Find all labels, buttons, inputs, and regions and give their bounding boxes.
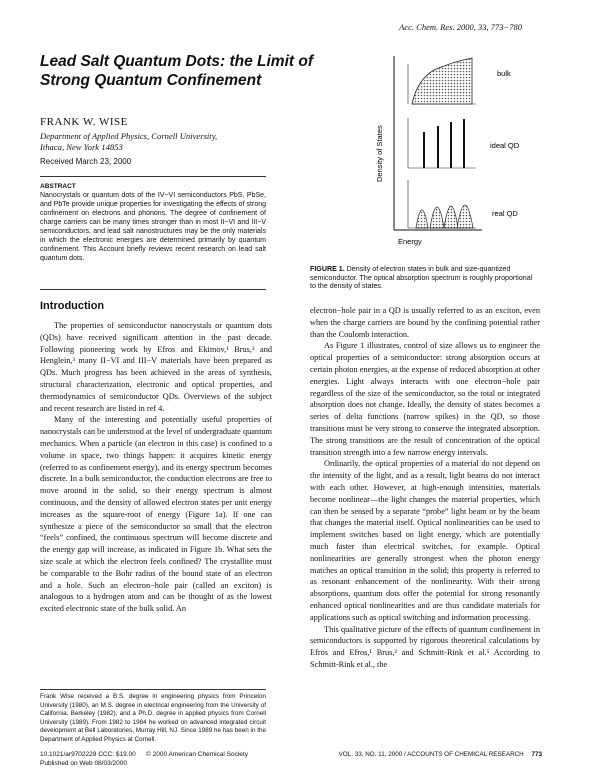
abstract-text: Nanocrystals or quantum dots of the IV−VI semiconductors PbS, PbSe, and PbTe provide unique properties for investigating the effects of strong confinement on electrons and phonons. The degree of confinement of charge carriers can be many times stronger than in most II−VI and III−V semiconductors, and lead salt nanostructures may be the only materials in which the electronic energies are determined primarily by quantum confinement. This Account briefly reviews recent research on lead salt quantum dots. (40, 192, 266, 263)
footnote-rule (40, 689, 266, 690)
body-column-right (310, 305, 540, 671)
broadened-peak (416, 210, 428, 228)
author-name: FRANK W. WISE (40, 116, 128, 128)
abstract-top-rule (40, 176, 266, 177)
figure-1-density-of-states (372, 52, 542, 250)
paragraph: The properties of semiconductor nanocrystals or quantum dots (QDs) have received significant attention in the past decade. Following pioneering work by Efros and Ekimov,¹ Brus,² and Henglein,³ many II−VI and III−V materials have been prepared as QDs. Much progress has been achieved in the areas of synthesis, structural characterization, electronic and optical properties, and thermodynamics of semiconductor QDs. Overviews of the subject and recent research are listed in ref 4. (40, 321, 272, 413)
copyright-notice: © 2000 American Chemical Society (146, 751, 248, 758)
paragraph: Many of the interesting and potentially useful properties of nanocrystals can be understood at the level of undergraduate quantum mechanics. When a particle (an electron in this case) is confined to a volume in space, two things happen: it acquires kinetic energy (referred to as confinement energy), and its energy spectrum becomes discrete. In a bulk semiconductor, the conduction electrons are free to move around in the solid, so their energy spectrum is almost continuous, and the density of allowed electron states per unit energy increases as the square-root of energy (Figure 1a). If one can synthesize a piece of the semiconductor so small that the electron “feels” confined, the continuous spectrum will become discrete and the energy gap will increase, as indicated in Figure 1b. What sets the size scale at which the electron feels confined? The crystallite must be comparable to the Bohr radius of the bound state of an electron and a hole. Such an electron−hole pair (called an exciton) is analogous to a hydrogen atom and can be thought of as the lowest excited electronic state of the bulk solid. An (40, 415, 272, 614)
author-biography: Frank Wise received a B.S. degree in engineering physics from Princeton University (1980), an M.S. degree in electrical engineering from the University of California, Berkeley (1982), and a Ph.D. degree in applied physics from Cornell University (1989). From 1982 to 1984 he worked on advanced integrated circuit development at Bell Laboratories, Murray Hill, NJ. Since 1989 he has been in the Department of Applied Physics at Cornell. (40, 693, 266, 743)
paragraph: Ordinarily, the optical properties of a material do not depend on the intensity of the light, and as a result, light beams do not interact with each other. However, at high-enough intensities, materials become nonlinear—the light changes the material properties, which can then be sensed by a separate “probe” light beam or by the beam that changes the material itself. Optical nonlinearities can be used to implement switches based on light energy, which are potentially much faster than electrical switches, for example. Optical nonlinearities are generally strongest when the photon energy matches an optical transition in the solid; this property is referred to as resonant enhancement of the nonlinearity. With their strong absorptions, quantum dots offer the potential for strong resonantly enhanced optical nonlinearities and are thus candidate materials for applications such as optical switching and information processing. (310, 459, 540, 622)
abstract-heading: ABSTRACT (40, 183, 76, 190)
journal-reference: Acc. Chem. Res. 2000, 33, 773−780 (399, 22, 522, 32)
footer-publication-info (40, 751, 136, 768)
article-title: Lead Salt Quantum Dots: the Limit of Strong Quantum Confinement (40, 53, 313, 89)
introduction-heading: Introduction (40, 300, 105, 312)
author-affiliation: Department of Applied Physics, Cornell University, Ithaca, New York 14853 (40, 131, 218, 152)
doi-text: 10.1021/ar9702229 CCC: $19.00 (40, 751, 136, 758)
y-axis-label: Density of States (375, 125, 384, 182)
paragraph: As Figure 1 illustrates, control of size allows us to engineer the optical properties of a semiconductor: strong absorption occurs at certain photon energies, at the expense of reduced absorption at other energies. Light always interacts with one electron−hole pair regardless of the size of the semiconductor, so the total or integrated absorption does not change. Ideally, the density of states becomes a series of delta functions (narrow spikes) in the QD, so those transitions must be very strong to conserve the integrated absorption. The strong transitions are the result of concentration of the optical transition strength into a few narrow energy intervals. (310, 341, 540, 457)
page-number: 773 (531, 751, 542, 758)
received-date: Received March 23, 2000 (40, 157, 132, 166)
body-column-left (40, 320, 272, 615)
bulk-label: bulk (497, 69, 511, 78)
footer-journal-info (339, 751, 542, 758)
caption-label: FIGURE 1. (310, 265, 345, 273)
caption-text: Density of electron states in bulk and size-quantized semiconductor. The optical absorption spectrum is roughly proportional to the density of states. (310, 265, 533, 291)
figure-1-caption (310, 265, 540, 291)
volume-info: VOL. 33, NO. 11, 2000 / ACCOUNTS OF CHEMICAL RESEARCH (338, 751, 524, 758)
ideal-qd-label: ideal QD (490, 141, 520, 150)
panel-ideal-qd (408, 118, 520, 168)
paragraph: electron−hole pair in a QD is usually referred to as an exciton, even when the charge carriers are bound by the confining potential rather than the Coulomb interaction. (310, 306, 540, 339)
broadened-peak (444, 206, 458, 228)
real-qd-label: real QD (492, 209, 518, 218)
broadened-peak (457, 205, 473, 228)
abstract-bottom-rule (40, 289, 266, 290)
panel-real-qd (408, 180, 518, 228)
x-axis-label: Energy (398, 237, 422, 246)
panel-bulk (408, 58, 511, 104)
bulk-continuum-curve (412, 58, 472, 104)
published-date: Published on Web 08/03/2000 (40, 759, 127, 767)
broadened-peak (430, 207, 444, 228)
paragraph: This qualitative picture of the effects of quantum confinement in semiconductors is supported by rigorous theoretical calculations by Efros and Efros,¹ Brus,² and Schmitt-Rink et al.⁵ According to Schmitt-Rink et al., the (310, 624, 540, 669)
